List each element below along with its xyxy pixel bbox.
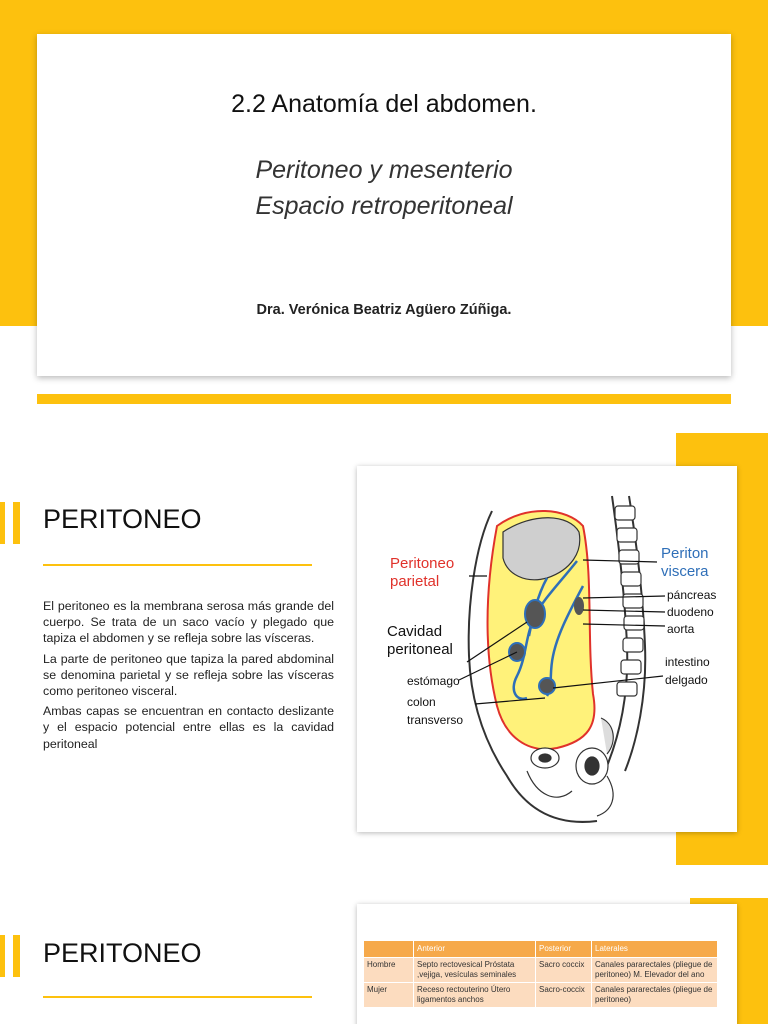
label-estomago: estómago — [407, 674, 460, 688]
table-header-row — [364, 941, 718, 958]
section-heading: PERITONEO — [43, 504, 202, 534]
spine-illustration — [607, 496, 645, 771]
slide-subtitle-line-2: Espacio retroperitoneal — [255, 192, 513, 220]
table-header-cell: Posterior — [536, 941, 592, 958]
heading-marker-bar — [0, 502, 5, 544]
label-parietal: parietal — [390, 573, 440, 590]
heading-marker-bar — [13, 935, 20, 977]
table-row — [364, 958, 718, 983]
intestine-illustration — [539, 678, 555, 694]
body-text — [43, 598, 334, 756]
table-cell: Septo rectovesical Próstata ,vejiga, vesículas seminales — [414, 958, 536, 983]
table-cell: Sacro-coccix — [536, 983, 592, 1008]
table-header-cell — [364, 941, 414, 958]
heading-underline — [43, 564, 312, 566]
slide-divider-bar — [37, 394, 731, 404]
section-heading: PERITONEO — [43, 938, 202, 968]
slide-title: 2.2 Anatomía del abdomen. — [231, 90, 537, 118]
title-slide-card — [37, 34, 731, 376]
relations-table-card — [357, 904, 737, 1024]
paragraph: Ambas capas se encuentran en contacto deslizante y el espacio potencial entre ellas es la cavidad peritoneal — [43, 704, 334, 751]
slide-subtitle-line-1: Peritoneo y mesenterio — [255, 156, 513, 184]
table-header-cell: Anterior — [414, 941, 536, 958]
stomach-illustration — [525, 600, 545, 628]
label-duodeno: duodeno — [667, 605, 714, 619]
label-colon: transverso — [407, 713, 464, 727]
table-cell: Mujer — [364, 983, 414, 1008]
paragraph: El peritoneo es la membrana serosa más grande del cuerpo. Se trata de un saco vacío y plegado que tapiza el abdomen y se refleja sobre las vísceras. — [43, 599, 334, 646]
label-parietal: Peritoneo — [390, 555, 455, 572]
table-cell: Sacro coccix — [536, 958, 592, 983]
slide-author: Dra. Verónica Beatriz Agüero Zúñiga. — [256, 302, 512, 318]
table-cell: Hombre — [364, 958, 414, 983]
table-cell: Canales pararectales (pliegue de peritoneo) — [592, 983, 718, 1008]
table-cell: Receso rectouterino Útero ligamentos anchos — [414, 983, 536, 1008]
paragraph: La parte de peritoneo que tapiza la pared abdominal se denomina parietal y se refleja sobre las vísceras como peritoneo visceral. — [43, 651, 334, 699]
table-cell: Canales pararectales (pliegue de peritoneo) M. Elevador del ano — [592, 958, 718, 983]
label-visceral: Periton — [661, 545, 709, 562]
label-cavidad: peritoneal — [387, 641, 453, 658]
label-pancreas: páncreas — [667, 588, 717, 602]
label-intestino: delgado — [665, 673, 708, 687]
table-row — [364, 983, 718, 1008]
heading-marker-bar — [13, 502, 20, 544]
label-cavidad: Cavidad — [387, 623, 443, 640]
label-aorta: aorta — [667, 622, 695, 636]
heading-underline — [43, 996, 312, 998]
heading-marker-bar — [0, 935, 5, 977]
label-visceral: viscera — [661, 563, 709, 580]
peritoneum-diagram — [357, 466, 737, 832]
table-header-cell: Laterales — [592, 941, 718, 958]
relations-table — [363, 940, 718, 1008]
label-colon: colon — [407, 695, 436, 709]
label-intestino: intestino — [665, 655, 710, 669]
